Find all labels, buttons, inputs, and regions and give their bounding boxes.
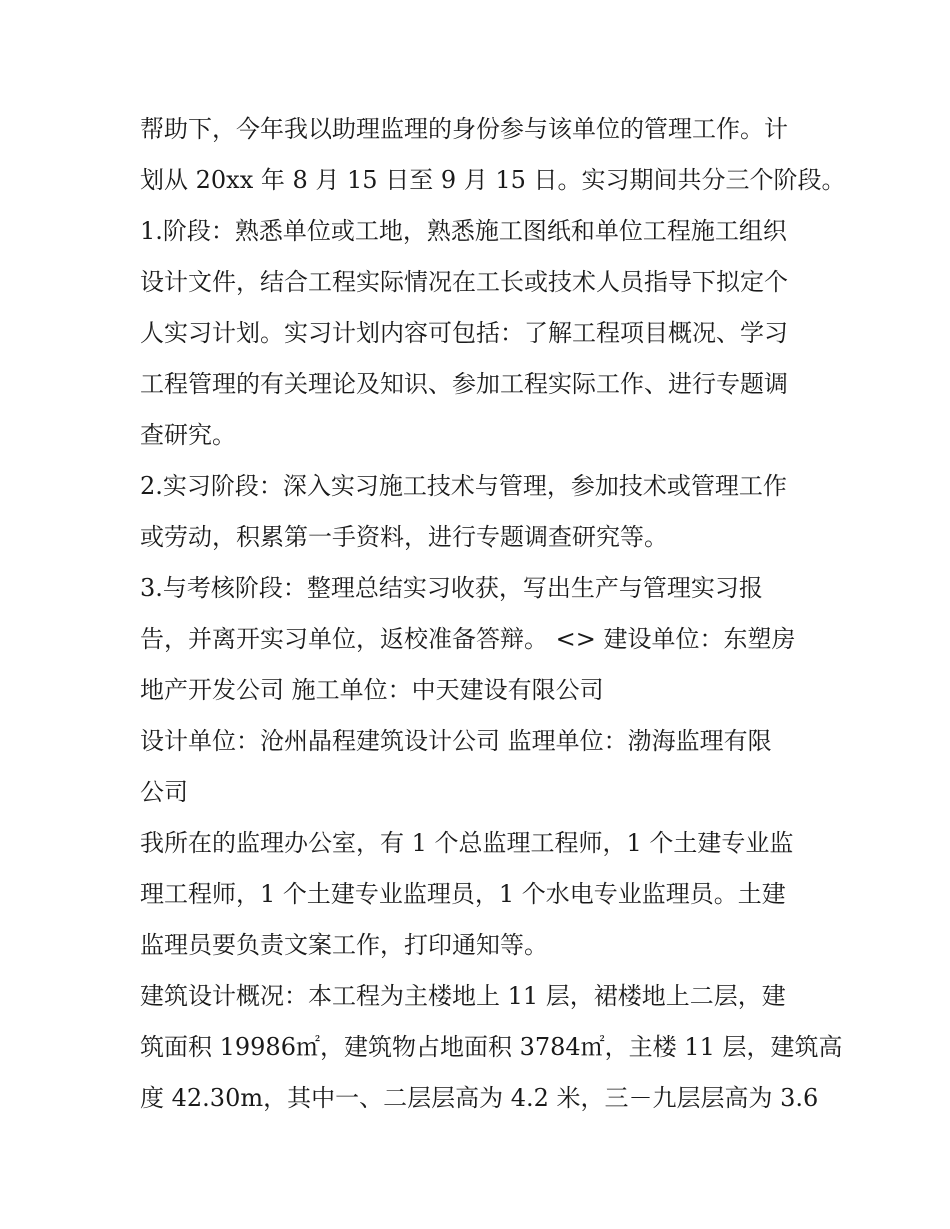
body-text	[140, 104, 846, 1124]
text-line: 地产开发公司 施工单位：中天建设有限公司	[140, 676, 604, 704]
text-line: 划从 20xx 年 8 月 15 日至 9 月 15 日。实习期间共分三个阶段。	[140, 166, 846, 194]
text-line: 帮助下，今年我以助理监理的身份参与该单位的管理工作。计	[140, 115, 788, 143]
text-line: 理工程师，1 个土建专业监理员，1 个水电专业监理员。土建	[140, 880, 786, 908]
text-line: 1.阶段：熟悉单位或工地，熟悉施工图纸和单位工程施工组织	[140, 217, 787, 245]
text-line: 监理员要负责文案工作，打印通知等。	[140, 931, 548, 959]
text-line: 人实习计划。实习计划内容可包括：了解工程项目概况、学习	[140, 319, 788, 347]
text-line: 我所在的监理办公室，有 1 个总监理工程师，1 个土建专业监	[140, 829, 794, 857]
text-line: 或劳动，积累第一手资料，进行专题调查研究等。	[140, 523, 668, 551]
text-line: 设计单位：沧州晶程建筑设计公司 监理单位：渤海监理有限	[140, 727, 772, 755]
text-line: 建筑设计概况：本工程为主楼地上 11 层，裙楼地上二层，建	[140, 982, 786, 1010]
text-line: 查研究。	[140, 421, 236, 449]
text-line: 设计文件，结合工程实际情况在工长或技术人员指导下拟定个	[140, 268, 788, 296]
text-line: 筑面积 19986㎡，建筑物占地面积 3784㎡，主楼 11 层，建筑高	[140, 1033, 843, 1061]
text-line: 公司	[140, 778, 188, 806]
text-line: 2.实习阶段：深入实习施工技术与管理，参加技术或管理工作	[140, 472, 787, 500]
text-line: 3.与考核阶段：整理总结实习收获，写出生产与管理实习报	[140, 574, 763, 602]
text-line: 度 42.30m，其中一、二层层高为 4.2 米，三－九层层高为 3.6	[140, 1084, 819, 1112]
text-line: 告，并离开实习单位，返校准备答辩。 <> 建设单位：东塑房	[140, 625, 796, 653]
text-line: 工程管理的有关理论及知识、参加工程实际工作、进行专题调	[140, 370, 788, 398]
